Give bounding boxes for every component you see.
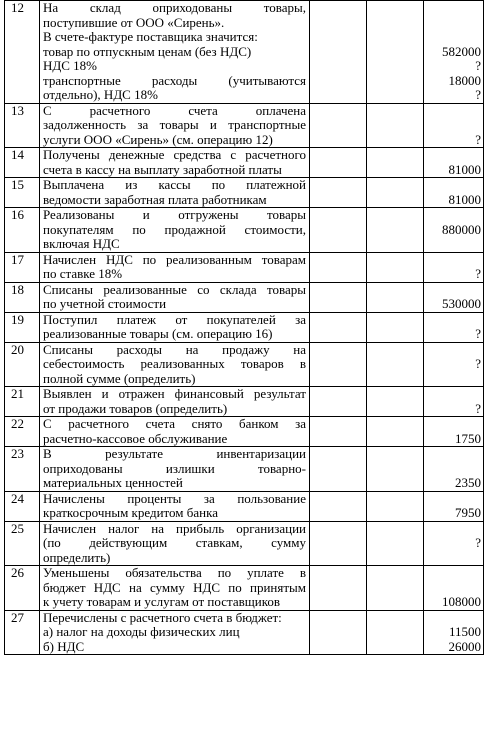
- credit-cell: [367, 252, 424, 282]
- table-row: [5, 521, 484, 566]
- amount-line: ?: [475, 326, 481, 341]
- amount-cell: [424, 610, 484, 655]
- amount-line: 880000: [442, 221, 481, 237]
- amount-line: [427, 148, 481, 163]
- description-line: от продажи товаров (определить): [43, 400, 228, 416]
- description-line: транспортные расходы (учитываются: [43, 72, 306, 88]
- debit-cell: [310, 148, 367, 178]
- amount-line: [427, 104, 481, 119]
- operation-number: 25: [5, 521, 40, 566]
- operation-description: [40, 103, 310, 148]
- description-line: оприходованы излишки товарно-: [43, 460, 306, 476]
- amount-line: 2350: [455, 475, 481, 490]
- amount-cell: [424, 148, 484, 178]
- amount-line: [427, 611, 481, 626]
- operation-description: [40, 491, 310, 521]
- amount-cell: [424, 282, 484, 312]
- table-row: [5, 566, 484, 611]
- description-line: материальных ценностей: [43, 475, 183, 490]
- description-line: полной сумме (определить): [43, 370, 196, 386]
- description-line: Начислен налог на прибыль организации: [43, 520, 306, 536]
- table-row: [5, 103, 484, 148]
- credit-cell: [367, 178, 424, 208]
- operation-number: 26: [5, 566, 40, 611]
- operation-number: 22: [5, 417, 40, 447]
- debit-cell: [310, 178, 367, 208]
- amount-cell: [424, 252, 484, 282]
- amount-line: 18000: [448, 72, 481, 88]
- description-line: Реализованы и отгружены товары: [43, 207, 306, 222]
- credit-cell: [367, 148, 424, 178]
- amount-line: 1750: [455, 430, 481, 446]
- description-line: по ставке 18%: [43, 266, 123, 281]
- amount-line: [427, 372, 481, 387]
- amount-line: [427, 1, 481, 16]
- credit-cell: [367, 312, 424, 342]
- table-row: [5, 312, 484, 342]
- description-line: товар по отпускным ценам (без НДС): [43, 43, 252, 59]
- operation-description: [40, 1, 310, 104]
- amount-line: 7950: [455, 505, 481, 520]
- description-line: В счете-фактуре поставщика значится:: [43, 29, 258, 44]
- description-line: себестоимость реализованных товаров в: [43, 356, 306, 371]
- operation-description: [40, 521, 310, 566]
- operation-description: [40, 417, 310, 447]
- description-line: краткосрочным кредитом банка: [43, 505, 219, 520]
- table-row: [5, 491, 484, 521]
- debit-cell: [310, 417, 367, 447]
- description-line: НДС 18%: [43, 58, 98, 73]
- credit-cell: [367, 342, 424, 387]
- debit-cell: [310, 491, 367, 521]
- description-line: счета в кассу на выплату заработной платы: [43, 161, 282, 177]
- description-line: ведомости заработная плата работникам: [43, 191, 267, 207]
- table-row: [5, 1, 484, 104]
- debit-cell: [310, 282, 367, 312]
- amount-line: [427, 417, 481, 432]
- debit-cell: [310, 208, 367, 253]
- amount-line: [427, 283, 481, 298]
- table-row: [5, 178, 484, 208]
- amount-line: [427, 566, 481, 581]
- amount-line: [427, 447, 481, 462]
- operation-description: [40, 282, 310, 312]
- description-line: С расчетного счета оплачена: [43, 102, 306, 118]
- amount-cell: [424, 417, 484, 447]
- table-row: [5, 252, 484, 282]
- operation-number: 18: [5, 282, 40, 312]
- operation-number: 14: [5, 148, 40, 178]
- description-line: Получены денежные средства с расчетного: [43, 147, 306, 162]
- table-row: [5, 610, 484, 655]
- description-line: На склад оприходованы товары,: [43, 0, 306, 15]
- amount-cell: [424, 342, 484, 387]
- table-row: [5, 282, 484, 312]
- debit-cell: [310, 103, 367, 148]
- operations-table: [4, 0, 484, 655]
- amount-line: 582000: [442, 43, 481, 59]
- debit-cell: [310, 312, 367, 342]
- amount-cell: [424, 103, 484, 148]
- amount-line: [427, 253, 481, 268]
- amount-line: [427, 208, 481, 223]
- debit-cell: [310, 252, 367, 282]
- credit-cell: [367, 1, 424, 104]
- amount-line: [427, 462, 481, 477]
- description-line: Выявлен и отражен финансовый результат: [43, 386, 306, 401]
- operation-description: [40, 208, 310, 253]
- amount-line: [427, 343, 481, 358]
- amount-line: 81000: [448, 161, 481, 177]
- debit-cell: [310, 1, 367, 104]
- amount-line: ?: [475, 87, 481, 102]
- amount-line: [427, 118, 481, 133]
- description-line: Выплачена из кассы по платежной: [43, 177, 306, 192]
- debit-cell: [310, 521, 367, 566]
- description-line: бюджет НДС на сумму НДС по принятым: [43, 579, 306, 595]
- debit-cell: [310, 566, 367, 611]
- operation-description: [40, 252, 310, 282]
- amount-line: ?: [475, 266, 481, 281]
- amount-cell: [424, 1, 484, 104]
- credit-cell: [367, 491, 424, 521]
- amount-cell: [424, 566, 484, 611]
- description-line: по учетной стоимости: [43, 296, 167, 311]
- debit-cell: [310, 342, 367, 387]
- operation-description: [40, 178, 310, 208]
- table-row: [5, 342, 484, 387]
- operation-number: 12: [5, 1, 40, 104]
- description-line: Списаны реализованные со склада товары: [43, 281, 306, 297]
- debit-cell: [310, 387, 367, 417]
- description-line: Поступил платеж от покупателей за: [43, 311, 306, 327]
- amount-cell: [424, 447, 484, 492]
- description-line: (по действующим ставкам, сумму: [43, 535, 306, 550]
- operation-number: 20: [5, 342, 40, 387]
- operation-number: 21: [5, 387, 40, 417]
- amount-line: ?: [475, 400, 481, 416]
- table-row: [5, 417, 484, 447]
- amount-line: ?: [475, 535, 481, 550]
- description-line: а) налог на доходы физических лиц: [43, 624, 240, 639]
- amount-line: [427, 178, 481, 193]
- operation-description: [40, 447, 310, 492]
- amount-line: 11500: [448, 624, 481, 639]
- description-line: задолженность за товары и транспортные: [43, 117, 306, 132]
- credit-cell: [367, 521, 424, 566]
- description-line: поступившие от ООО «Сирень».: [43, 14, 225, 30]
- operation-description: [40, 342, 310, 387]
- credit-cell: [367, 417, 424, 447]
- amount-line: [427, 581, 481, 596]
- description-line: Начислены проценты за пользование: [43, 490, 306, 506]
- operation-description: [40, 610, 310, 655]
- operation-number: 15: [5, 178, 40, 208]
- description-line: определить): [43, 549, 111, 565]
- credit-cell: [367, 566, 424, 611]
- amount-line: [427, 551, 481, 566]
- description-line: включая НДС: [43, 236, 120, 251]
- table-row: [5, 387, 484, 417]
- operation-number: 23: [5, 447, 40, 492]
- description-line: Уменьшены обязательства по уплате в: [43, 565, 306, 580]
- operation-description: [40, 387, 310, 417]
- operation-number: 13: [5, 103, 40, 148]
- operation-description: [40, 312, 310, 342]
- amount-line: 26000: [448, 638, 481, 654]
- description-line: Списаны расходы на продажу на: [43, 341, 306, 357]
- description-line: реализованные товары (см. операцию 16): [43, 326, 273, 341]
- operations-table-body: [5, 1, 484, 655]
- debit-cell: [310, 610, 367, 655]
- description-line: С расчетного счета снято банком за: [43, 416, 306, 431]
- operation-number: 16: [5, 208, 40, 253]
- credit-cell: [367, 387, 424, 417]
- amount-cell: [424, 312, 484, 342]
- amount-line: [427, 30, 481, 45]
- amount-line: [427, 313, 481, 328]
- amount-line: [427, 492, 481, 507]
- operation-description: [40, 148, 310, 178]
- amount-line: [427, 16, 481, 31]
- description-line: В результате инвентаризации: [43, 446, 306, 461]
- operation-number: 24: [5, 491, 40, 521]
- amount-cell: [424, 521, 484, 566]
- amount-line: [427, 387, 481, 402]
- credit-cell: [367, 103, 424, 148]
- table-row: [5, 447, 484, 492]
- amount-line: [427, 237, 481, 252]
- description-line: покупателям по продажной стоимости,: [43, 221, 306, 237]
- amount-line: ?: [475, 356, 481, 371]
- credit-cell: [367, 208, 424, 253]
- amount-line: ?: [475, 58, 481, 73]
- description-line: отдельно), НДС 18%: [43, 87, 158, 102]
- credit-cell: [367, 447, 424, 492]
- amount-cell: [424, 208, 484, 253]
- description-line: б) НДС: [43, 638, 85, 654]
- description-line: Перечислены с расчетного счета в бюджет:: [43, 609, 282, 625]
- amount-cell: [424, 178, 484, 208]
- operation-number: 27: [5, 610, 40, 655]
- amount-line: 530000: [442, 296, 481, 311]
- amount-cell: [424, 491, 484, 521]
- table-row: [5, 208, 484, 253]
- operation-description: [40, 566, 310, 611]
- description-line: Начислен НДС по реализованным товарам: [43, 251, 306, 267]
- amount-line: 81000: [448, 191, 481, 207]
- credit-cell: [367, 610, 424, 655]
- operation-number: 17: [5, 252, 40, 282]
- credit-cell: [367, 282, 424, 312]
- operation-number: 19: [5, 312, 40, 342]
- amount-line: ?: [475, 131, 481, 147]
- description-line: к учету товарам и услугам от поставщиков: [43, 594, 280, 609]
- amount-cell: [424, 387, 484, 417]
- debit-cell: [310, 447, 367, 492]
- amount-line: 108000: [442, 594, 481, 609]
- description-line: расчетно-кассовое обслуживание: [43, 430, 228, 446]
- table-row: [5, 148, 484, 178]
- amount-line: [427, 522, 481, 537]
- description-line: услуги ООО «Сирень» (см. операцию 12): [43, 131, 273, 147]
